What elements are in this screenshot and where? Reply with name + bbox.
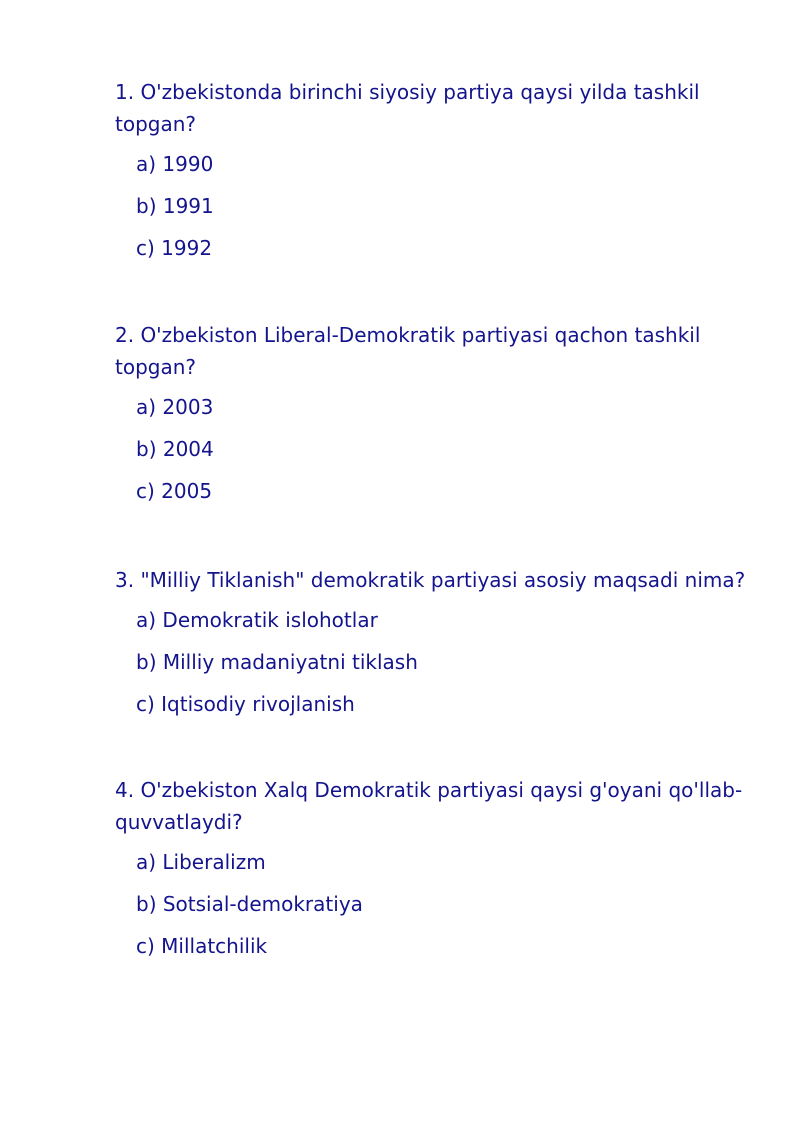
option-b: b) 1991 xyxy=(136,194,214,218)
option-c: c) 2005 xyxy=(136,479,213,503)
option-a: a) 1990 xyxy=(136,152,214,176)
option-c: c) Millatchilik xyxy=(136,934,268,958)
option-a: a) 2003 xyxy=(136,395,214,419)
option-b: b) 2004 xyxy=(136,437,214,461)
question-2 xyxy=(115,319,755,505)
option-a: a) Liberalizm xyxy=(136,850,266,874)
question-text: 1. O'zbekistonda birinchi siyosiy partiya qaysi yilda tashkil topgan? xyxy=(115,80,700,136)
question-text: 2. O'zbekiston Liberal-Demokratik partiyasi qachon tashkil topgan? xyxy=(115,323,701,379)
option-list xyxy=(115,393,755,505)
option-c: c) Iqtisodiy rivojlanish xyxy=(136,692,355,716)
option-list xyxy=(115,848,755,960)
option-list xyxy=(115,150,755,262)
option-a: a) Demokratik islohotlar xyxy=(136,608,378,632)
option-c: c) 1992 xyxy=(136,236,213,260)
question-1 xyxy=(115,76,755,262)
option-list xyxy=(115,606,745,718)
question-text: 4. O'zbekiston Xalq Demokratik partiyasi qaysi g'oyani qo'llab-quvvatlaydi? xyxy=(115,778,743,834)
question-text: 3. "Milliy Tiklanish" demokratik partiyasi asosiy maqsadi nima? xyxy=(115,568,746,592)
option-b: b) Sotsial-demokratiya xyxy=(136,892,363,916)
option-b: b) Milliy madaniyatni tiklash xyxy=(136,650,418,674)
question-4 xyxy=(115,774,755,960)
question-3 xyxy=(115,564,745,718)
